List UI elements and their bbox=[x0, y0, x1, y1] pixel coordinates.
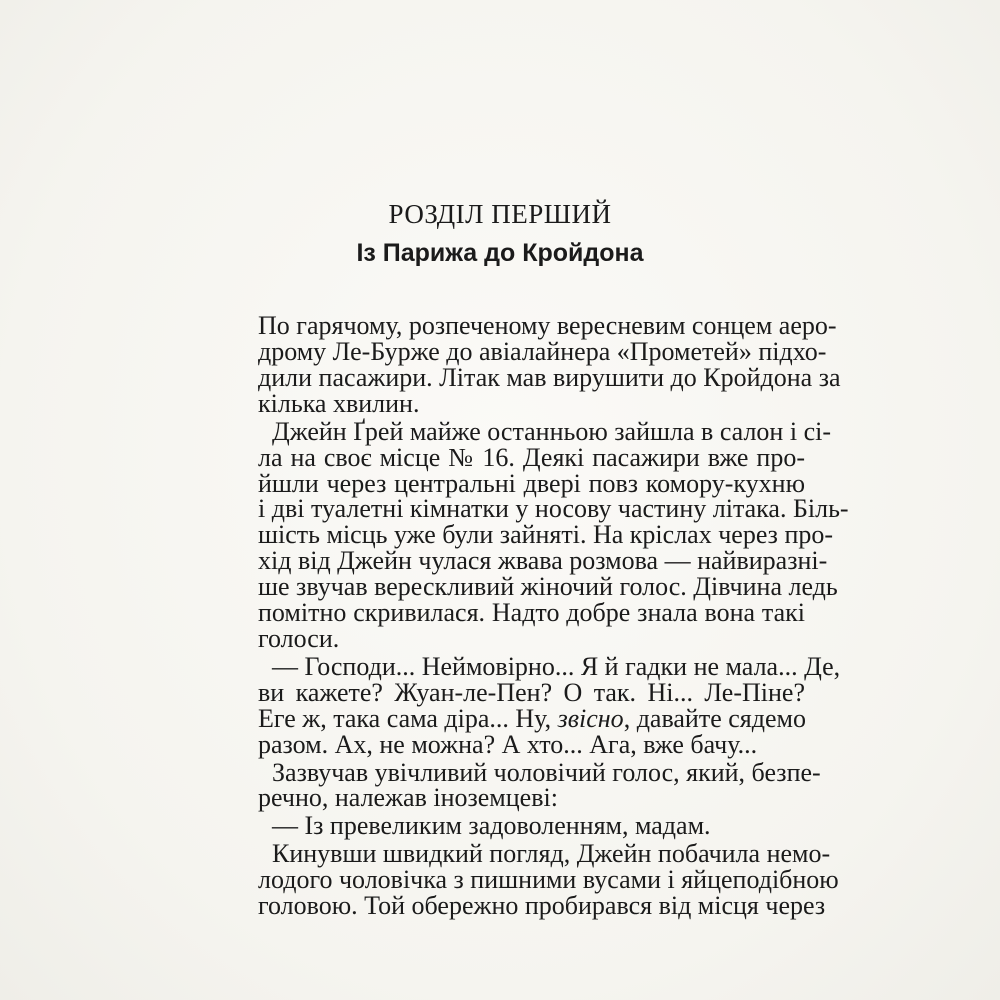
text-line: Зазвучав увічливий чоловічий голос, який, безпе- bbox=[272, 758, 821, 787]
text-line: По гарячому, розпеченому вересневим сонцем аеро- bbox=[258, 311, 837, 340]
text-line: дили пасажири. Літак мав вирушити до Кройдона за bbox=[258, 363, 841, 392]
text-line: — Господи... Неймовірно... Я й гадки не мала... Де, bbox=[272, 652, 841, 681]
text-line: ви кажете? Жуан-ле-Пен? О так. Ні... Ле-Піне? bbox=[258, 678, 805, 707]
text-line: разом. Ах, не можна? А хто... Ага, вже бачу... bbox=[258, 730, 758, 759]
text-line: голоси. bbox=[258, 624, 340, 653]
text-line: речно, належав іноземцеві: bbox=[258, 783, 558, 812]
text-line: Джейн Ґрей майже останньою зайшла в салон і сі- bbox=[272, 417, 831, 446]
chapter-subtitle: Із Парижа до Кройдона bbox=[356, 239, 644, 267]
text-line: хід від Джейн чулася жвава розмова — найвиразні- bbox=[258, 546, 828, 575]
italic-word: звісно bbox=[557, 704, 624, 733]
text-line: головою. Той обережно пробирався від місця через bbox=[258, 891, 826, 920]
text-line: шість місць уже були зайняті. На кріслах через про- bbox=[258, 520, 834, 549]
text-segment: , давайте сядемо bbox=[623, 704, 806, 733]
text-line: помітно скривилася. Надто добре знала вона такі bbox=[258, 598, 805, 627]
text-line: лодого чоловічка з пишними вусами і яйцеподібною bbox=[258, 865, 839, 894]
text-segment: Еге ж, така сама діра... Ну, bbox=[258, 704, 552, 733]
text-line: — Із превеликим задоволенням, мадам. bbox=[272, 811, 711, 840]
chapter-heading: РОЗДІЛ ПЕРШИЙ bbox=[388, 199, 612, 229]
text-line: йшли через центральні двері повз комору-кухню bbox=[258, 469, 805, 498]
text-line: ше звучав верескливий жіночий голос. Дівчина ледь bbox=[258, 572, 838, 601]
text-line: кілька хвилин. bbox=[258, 389, 420, 418]
text-line: дрому Ле-Бурже до авіалайнера «Прометей» підхо- bbox=[258, 337, 827, 366]
text-line: Кинувши швидкий погляд, Джейн побачила немо- bbox=[272, 839, 831, 868]
text-line: ла на своє місце № 16. Деякі пасажири вже про- bbox=[258, 443, 805, 472]
text-line: і дві туалетні кімнатки у носову частину літака. Біль- bbox=[258, 494, 849, 523]
